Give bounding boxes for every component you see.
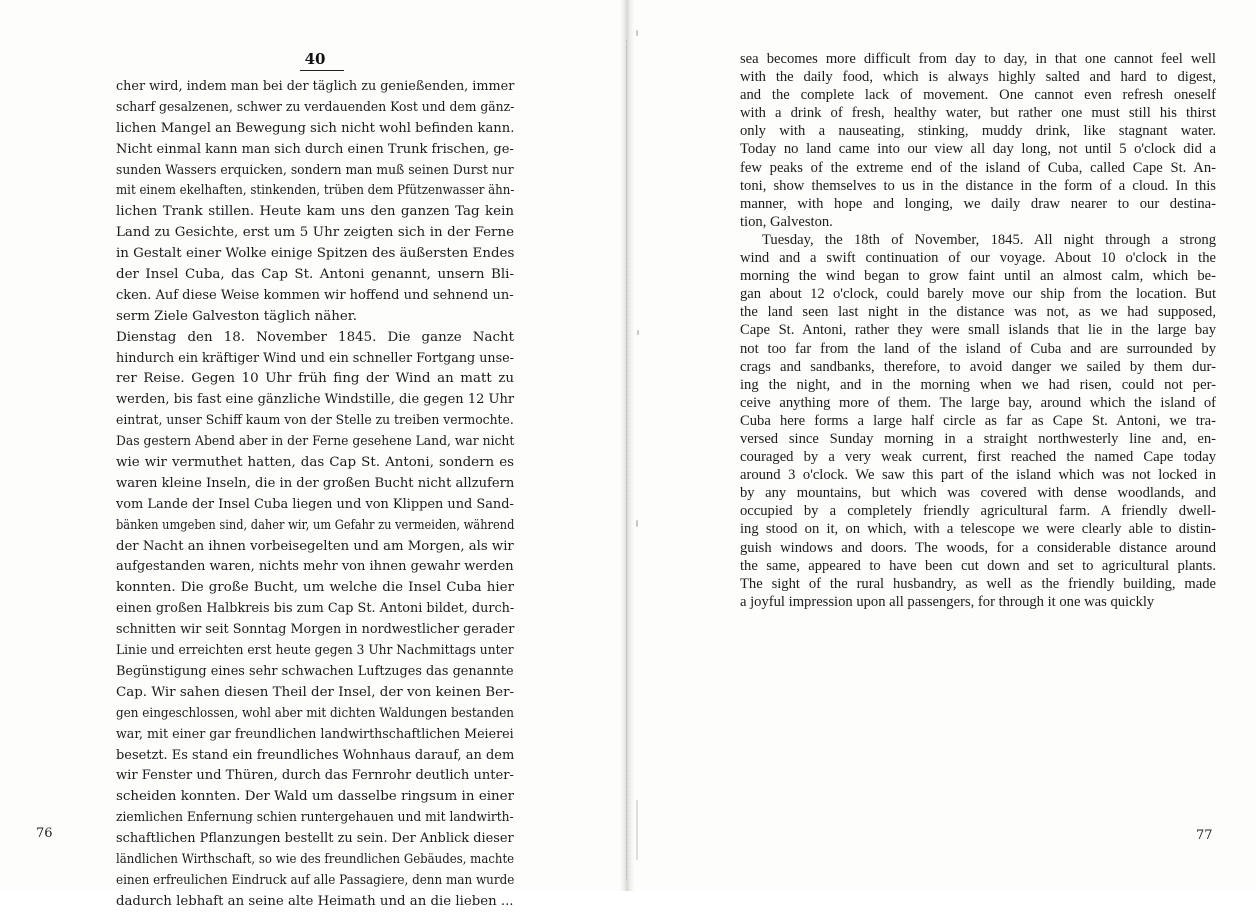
fraktur-line: Nicht einmal kann man sich durch einen Trunk frischen, ge- [116,141,514,157]
fraktur-line: gen eingeschlossen, wohl aber mit dichten Waldungen bestanden [116,705,514,721]
translation-line: Cape St. Antoni, rather they were small islands that lie in the large bay [740,322,1216,339]
translation-line: ceive anything more of them. The large bay, around which the island of [740,394,1216,411]
fraktur-line: lichen Mangel an Bewegung sich nicht wohl befinden kann. [116,120,515,136]
translation-line: the land seen last night in the distance was not, as we had supposed, [740,304,1216,321]
facsimile-header-rule [300,70,344,71]
fraktur-line: Begünstigung eines sehr schwachen Luftzuges das genannte [116,663,514,679]
fraktur-line: sunden Wassers erquicken, sondern man muß seinen Durst nur [116,162,514,178]
right-page-number: 77 [1196,828,1213,843]
translation-line: ing the night, and in the morning when we had risen, could not per- [740,376,1216,393]
fraktur-line: Dienstag den 18. November 1845. Die ganze Nacht [116,329,514,345]
translation-line: and the complete lack of movement. One cannot even refresh oneself [740,87,1216,104]
fraktur-line: in Gestalt einer Wolke einige Spitzen des äußersten Endes [116,246,515,262]
fraktur-line: scheiden konnten. Der Wald um dasselbe ringsum in einer [116,789,514,805]
fraktur-line: bänken umgeben sind, daher wir, um Gefahr zu vermeiden, während [116,517,515,533]
translation-line: morning the wind began to grow faint until an almost calm, which be- [740,268,1216,285]
translation-line: around 3 o'clock. We saw this part of the island which was not locked in [740,467,1216,484]
fraktur-line: wir Fenster und Thüren, durch das Fernrohr deutlich unter- [116,768,514,784]
translation-line: by any mountains, but which was covered with dense woodlands, and [740,485,1216,502]
translation-line: wind and a swift continuation of our voyage. About 10 o'clock in the [740,250,1216,267]
fraktur-line: ländlichen Wirthschaft, so wie des freundlichen Gebäudes, machte [116,851,515,867]
translation-line: occupied by a completely friendly agricultural farm. A friendly dwell- [740,503,1216,520]
fraktur-line: der Nacht an ihnen vorbeisegelten und am Morgen, als wir [116,538,514,554]
fraktur-line: ziemlichen Enfernung schien runtergehauen und mit landwirth- [116,810,514,826]
translation-line: with the daily food, which is always highly salted and hard to digest, [740,69,1216,86]
translation-line: couraged by a very weak current, first reached the named Cape today [740,449,1216,466]
fraktur-line: Linie und erreichten erst heute gegen 3 Uhr Nachmittags unter [116,643,514,659]
fraktur-line: Das gestern Abend aber in der Ferne gesehene Land, war nicht [116,434,515,450]
translation-line: with a drink of fresh, healthy water, but rather one must still his thirst [740,105,1216,122]
fraktur-line: war, mit einer gar freundlichen landwirthschaftlichen Meierei [116,726,514,742]
fraktur-line: vom Lande der Insel Cuba liegen und von Klippen und Sand- [116,496,514,512]
fraktur-line: schaftlichen Pflanzungen bestellt zu sein. Der Anblick dieser [116,831,514,847]
translation-line: only with a nauseating, stinking, muddy drink, like stagnant water. [740,123,1216,140]
translation-line: The sight of the rural husbandry, as well as the friendly building, made [740,575,1216,592]
gutter-speck [636,30,638,36]
fraktur-line: Land zu Gesichte, erst um 5 Uhr zeigten sich in der Ferne [116,225,514,241]
translation-line: manner, with hope and longing, we daily draw nearer to our destina- [740,195,1216,212]
fraktur-line: besetzt. Es stand ein freundliches Wohnhaus darauf, an dem [116,747,515,763]
gutter-speck [636,520,638,527]
fraktur-line: hindurch ein kräftiger Wind und ein schneller Fortgang unse- [116,350,514,366]
translation-line: few peaks of the extreme end of the island of Cuba, called Cape St. An- [740,159,1216,176]
fraktur-line: einen erfreulichen Eindruck auf alle Passagiere, denn man wurde [116,872,515,888]
fraktur-line: wie wir vermuthet hatten, das Cap St. Antoni, sondern es [116,455,514,471]
fraktur-line: serm Ziele Galveston täglich näher. [116,308,357,324]
fraktur-line: aufgestanden waren, nichts mehr von ihnen gewahr werden [116,559,514,575]
fraktur-line: werden, bis fast eine gänzliche Windstille, die gegen 12 Uhr [116,392,515,408]
english-translation-text [740,50,1216,611]
translation-line: gan about 12 o'clock, could barely move our ship from the location. But [740,286,1216,303]
gutter-speck [637,330,639,335]
translation-line: Tuesday, the 18th of November, 1845. All night through a strong [762,231,1216,248]
translation-line: ing stood on it, on which, with a telescope we were clearly able to distin- [740,521,1216,538]
fraktur-line: lichen Trank stillen. Heute kam uns den ganzen Tag kein [116,204,514,220]
fraktur-line: Cap. Wir sahen diesen Theil der Insel, der von keinen Ber- [116,684,514,700]
translation-line: sea becomes more difficult from day to day, in that one cannot feel well [740,51,1216,67]
fraktur-line: scharf gesalzenen, schwer zu verdauenden Kost und dem gänz- [116,99,515,115]
gutter-fold-line [626,40,628,880]
translation-line: Today no land came into our view all day long, not until 5 o'clock did a [740,141,1216,158]
facsimile-page-number: 40 [304,50,326,68]
fraktur-line: einen großen Halbkreis bis zum Cap St. Antoni bildet, durch- [116,601,515,617]
fraktur-line: dadurch lebhaft an seine alte Heimath und an die lieben ... [116,893,514,909]
fraktur-line: rer Reise. Gegen 10 Uhr früh fing der Wind an matt zu [116,371,514,387]
fraktur-line: schnitten wir seit Sonntag Morgen in nordwestlicher gerader [116,622,515,638]
translation-line: not too far from the land of the island of Cuba and are surrounded by [740,340,1216,357]
left-page-number: 76 [36,826,53,841]
fraktur-line: cher wird, indem man bei der täglich zu genießenden, immer [116,79,515,94]
fraktur-facsimile-text [116,77,514,913]
translation-line: Cuba here forms a large half circle as far as Cape St. Antoni, we tra- [740,412,1216,429]
translation-line: a joyful impression upon all passengers, for through it one was quickly [740,593,1155,610]
translation-line: crags and sandbanks, therefore, to avoid danger we sailed by them dur- [740,358,1216,375]
fraktur-line: mit einem ekelhaften, stinkenden, trüben dem Pfützenwasser ähn- [116,183,515,199]
fraktur-line: waren kleine Inseln, die in der großen Bucht nicht allzufern [116,475,515,491]
fraktur-line: cken. Auf diese Weise kommen wir hoffend und sehnend un- [116,287,514,303]
fraktur-line: der Insel Cuba, das Cap St. Antoni genannt, unsern Bli- [116,267,514,283]
translation-line: tion, Galveston. [740,213,833,230]
translation-line: toni, show themselves to us in the distance in the form of a cloud. In this [740,177,1216,194]
gutter-shadow [636,800,638,860]
translation-line: guish windows and doors. The woods, for a considerable distance around [740,539,1216,556]
translation-line: the same, appeared to have been cut down and set to agricultural plants. [740,557,1216,574]
fraktur-line: konnten. Die große Bucht, um welche die Insel Cuba hier [116,580,514,596]
fraktur-line: eintrat, unser Schiff kaum von der Stelle zu treiben vermochte. [116,413,514,429]
translation-line: versed since Sunday morning in a straight northwesterly line and, en- [740,430,1216,447]
